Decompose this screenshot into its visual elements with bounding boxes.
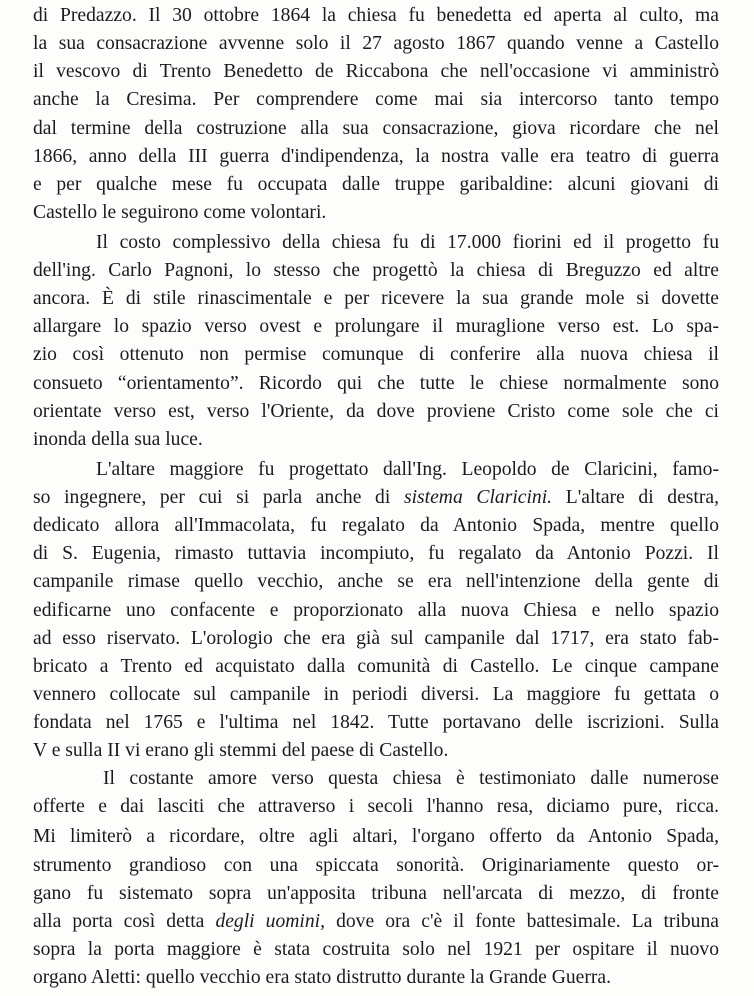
text-line: e per qualche mese fu occupata dalle truppe garibaldine: alcuni giovani di bbox=[33, 173, 719, 195]
text-line: strumento grandioso con una spiccata sonorità. Originariamente questo or- bbox=[33, 854, 719, 876]
text-line: edificarne uno confacente e proporzionato alla nuova Chiesa e nello spazio bbox=[33, 599, 719, 621]
text-line: inonda della sua luce. bbox=[33, 428, 203, 450]
text-line: zio così ottenuto non permise comunque di conferire alla nuova chiesa il bbox=[33, 344, 719, 366]
text-run: dove ora c'è il fonte battesimale. La tribuna bbox=[336, 910, 719, 932]
text-line: L'altare maggiore fu progettato dall'Ing. Leopoldo de Claricini, famo- bbox=[96, 458, 719, 480]
text-line: offerte e dai lasciti che attraverso i secoli l'hanno resa, diciamo pure, ricca. bbox=[33, 796, 719, 818]
text-line: bricato a Trento ed acquistato dalla comunità di Castello. Le cinque campane bbox=[33, 655, 719, 677]
text-line: ancora. È di stile rinascimentale e per ricevere la sua grande mole si dovette bbox=[33, 288, 719, 310]
text-line: dell'ing. Carlo Pagnoni, lo stesso che progettò la chiesa di Breguzzo ed altre bbox=[33, 260, 719, 281]
text-line: campanile rimase quello vecchio, anche se era nell'intenzione della gente di bbox=[33, 571, 719, 593]
text-run: alla porta così detta bbox=[33, 910, 205, 932]
text-line: V e sulla II vi erano gli stemmi del paese di Castello. bbox=[33, 740, 449, 762]
text-line: allargare lo spazio verso ovest e prolungare il muraglione verso est. Lo spa- bbox=[33, 316, 719, 338]
text-run: so ingegnere, per cui si parla anche di bbox=[33, 487, 391, 508]
text-line: vennero collocate sul campanile in periodi diversi. La maggiore fu gettata o bbox=[33, 683, 719, 705]
text-line: la sua consacrazione avvenne solo il 27 agosto 1867 quando venne a Castello bbox=[33, 33, 719, 55]
text-line: 1866, anno della III guerra d'indipendenza, la nostra valle era teatro di guerra bbox=[33, 145, 719, 167]
text-line: ad esso riservato. L'orologio che era già sul campanile dal 1717, era stato fab- bbox=[33, 627, 719, 649]
text-line: di Predazzo. Il 30 ottobre 1864 la chiesa fu benedetta ed aperta al culto, ma bbox=[33, 5, 719, 26]
text-line: di S. Eugenia, rimasto tuttavia incompiuto, fu regalato da Antonio Pozzi. Il bbox=[33, 543, 719, 565]
text-line: consueto “orientamento”. Ricordo qui che tutte le chiese normalmente sono bbox=[33, 372, 719, 394]
text-line: Mi limiterò a ricordare, oltre agli altari, l'organo offerto da Antonio Spada, bbox=[33, 826, 719, 848]
text-line bbox=[33, 908, 719, 936]
text-line: gano fu sistemato sopra un'apposita tribuna nell'arcata di mezzo, di fronte bbox=[33, 882, 719, 904]
text-line: organo Aletti: quello vecchio era stato distrutto durante la Grande Guerra. bbox=[33, 967, 612, 988]
text-line: orientate verso est, verso l'Oriente, da dove proviene Cristo come sole che ci bbox=[33, 400, 719, 422]
text-line: il vescovo di Trento Benedetto de Riccabona che nell'occasione vi amministrò bbox=[33, 61, 719, 83]
italic-term: degli uomini, bbox=[215, 910, 326, 932]
text-line: Il costo complessivo della chiesa fu di 17.000 fiorini ed il progetto fu bbox=[96, 231, 719, 253]
text-line: fondata nel 1765 e l'ultima nel 1842. Tutte portavano delle iscrizioni. Sulla bbox=[33, 712, 719, 733]
italic-term: sistema Claricini. bbox=[403, 487, 553, 508]
text-line: dal termine della costruzione alla sua consacrazione, giova ricordare che nel bbox=[33, 117, 719, 139]
text-line: Castello le seguirono come volontari. bbox=[33, 201, 327, 223]
text-line: dedicato allora all'Immacolata, fu regalato da Antonio Spada, mentre quello bbox=[33, 515, 719, 537]
text-line: anche la Cresima. Per comprendere come mai sia intercorso tanto tempo bbox=[33, 89, 719, 111]
text-line: Il costante amore verso questa chiesa è testimoniato dalle numerose bbox=[103, 768, 719, 790]
text-line: sopra la porta maggiore è stata costruita solo nel 1921 per ospitare il nuovo bbox=[33, 938, 719, 960]
text-line bbox=[33, 484, 719, 512]
text-run: L'altare di destra, bbox=[565, 487, 719, 508]
